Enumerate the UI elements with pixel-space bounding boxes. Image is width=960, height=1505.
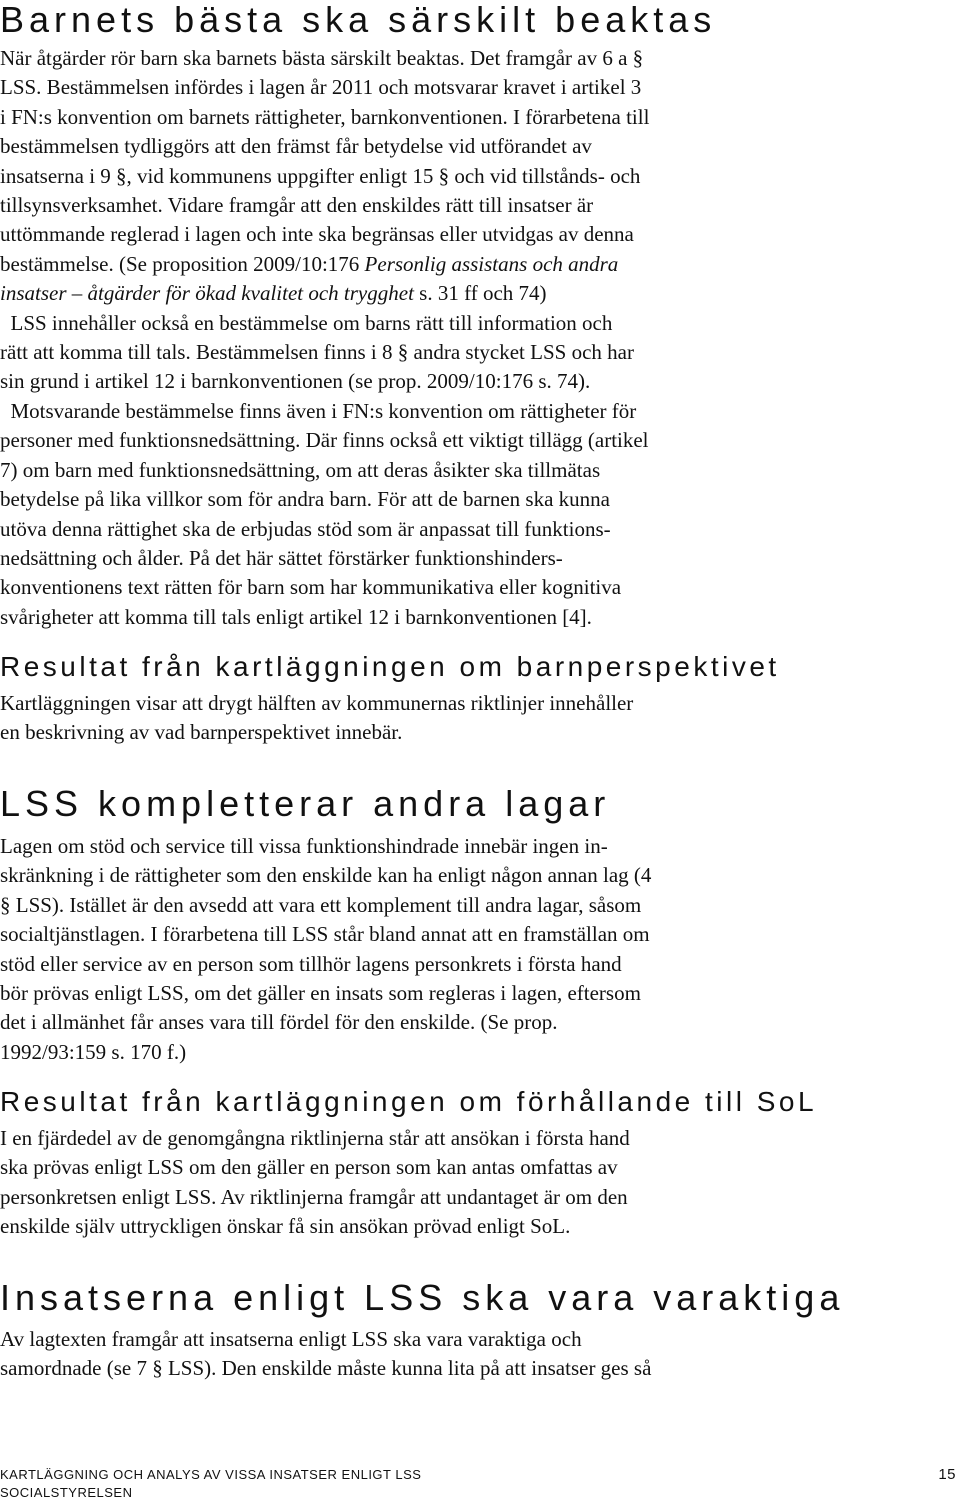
text-line: bestämmelsen tydliggörs att den främst får betydelse vid utförandet av	[0, 134, 592, 159]
section-heading-resultat-sol: Resultat från kartläggningen om förhållande till SoL	[0, 1086, 818, 1117]
text-line: skränkning i de rättigheter som den enskilde kan ha enligt någon annan lag (4	[0, 863, 652, 888]
text-line: sin grund i artikel 12 i barnkonventionen (se prop. 2009/10:176 s. 74).	[0, 369, 591, 394]
text-line: LSS. Bestämmelsen infördes i lagen år 2011 och motsvarar kravet i artikel 3	[0, 75, 642, 100]
text-segment: bestämmelse. (Se proposition 2009/10:176	[0, 251, 365, 276]
text-line: personkretsen enligt LSS. Av riktlinjerna framgår att undantaget är om den	[0, 1184, 628, 1209]
text-line: bör prövas enligt LSS, om det gäller en insats som regleras i lagen, eftersom	[0, 981, 641, 1006]
text-line: nedsättning och ålder. På det här sättet förstärker funktionshinders-	[0, 545, 563, 570]
text-line-mixed	[0, 250, 775, 279]
text-line: 1992/93:159 s. 170 f.)	[0, 1039, 187, 1064]
text-line: ska prövas enligt LSS om den gäller en person som kan antas omfattas av	[0, 1155, 618, 1180]
page-footer	[0, 1466, 960, 1502]
section-heading-resultat-barnperspektivet: Resultat från kartläggningen om barnperspektivet	[0, 651, 780, 682]
text-line: Motsvarande bestämmelse finns även i FN:s konvention om rättigheter för	[0, 398, 637, 423]
footer-publisher: SOCIALSTYRELSEN	[0, 1485, 133, 1500]
section-heading-lss-kompletterar: LSS kompletterar andra lagar	[0, 783, 611, 824]
text-line: betydelse på lika villkor som för andra barn. För att de barnen ska kunna	[0, 487, 610, 512]
text-line: enskilde själv uttryckligen önskar få sin ansökan prövad enligt SoL.	[0, 1214, 571, 1239]
text-line: i FN:s konvention om barnets rättigheter, barnkonventionen. I förarbetena till	[0, 104, 650, 129]
italic-title: Personlig assistans och andra	[364, 251, 619, 276]
text-line: rätt att komma till tals. Bestämmelsen finns i 8 § andra stycket LSS och har	[0, 340, 634, 365]
section-heading-barnets-basta: Barnets bästa ska särskilt beaktas	[0, 0, 717, 40]
text-line: tillsynsverksamhet. Vidare framgår att den enskildes rätt till insatser är	[0, 193, 594, 218]
footer-report-title: KARTLÄGGNING OCH ANALYS AV VISSA INSATSER ENLIGT LSS	[0, 1467, 422, 1482]
text-line: det i allmänhet får anses vara till fördel för den enskilde. (Se prop.	[0, 1010, 558, 1035]
text-line-mixed	[0, 279, 775, 308]
text-line: LSS innehåller också en bestämmelse om barns rätt till information och	[0, 310, 613, 335]
text-line: stöd eller service av en person som tillhör lagens personkrets i första hand	[0, 951, 622, 976]
paragraph-insatserna-varaktiga	[0, 1325, 775, 1384]
text-line: uttömmande reglerad i lagen och inte ska begränsas eller utvidgas av denna	[0, 222, 634, 247]
text-line: utöva denna rättighet ska de erbjudas stöd som är anpassat till funktions-	[0, 516, 611, 541]
text-line: 7) om barn med funktionsnedsättning, om att deras åsikter ska tillmätas	[0, 457, 601, 482]
text-line: personer med funktionsnedsättning. Där finns också ett viktigt tillägg (artikel	[0, 428, 649, 453]
text-line: svårigheter att komma till tals enligt artikel 12 i barnkonventionen [4].	[0, 604, 592, 629]
page-number: 15	[938, 1466, 956, 1483]
section-heading-insatserna-varaktiga: Insatserna enligt LSS ska vara varaktiga	[0, 1277, 845, 1318]
text-line: Kartläggningen visar att drygt hälften av kommunernas riktlinjer innehåller	[0, 691, 634, 715]
paragraph-resultat-sol	[0, 1124, 775, 1242]
text-line: Lagen om stöd och service till vissa funktionshindrade innebär ingen in-	[0, 834, 608, 858]
text-segment: s. 31 ff och 74)	[413, 281, 547, 306]
text-line: Av lagtexten framgår att insatserna enligt LSS ska vara varaktiga och	[0, 1327, 582, 1351]
text-line: en beskrivning av vad barnperspektivet innebär.	[0, 720, 403, 745]
text-line: När åtgärder rör barn ska barnets bästa särskilt beaktas. Det framgår av 6 a §	[0, 46, 644, 70]
text-line: socialtjänstlagen. I förarbetena till LSS står bland annat att en framställan om	[0, 922, 650, 947]
text-line: samordnade (se 7 § LSS). Den enskilde måste kunna lita på att insatser ges så	[0, 1356, 652, 1381]
paragraph-lss-kompletterar	[0, 832, 775, 1067]
text-line: I en fjärdedel av de genomgångna riktlinjerna står att ansökan i första hand	[0, 1126, 630, 1150]
text-line: insatserna i 9 §, vid kommunens uppgifter enligt 15 § och vid tillstånds- och	[0, 163, 641, 188]
paragraph-barnets-basta-1	[0, 44, 775, 632]
italic-title-cont: insatser – åtgärder för ökad kvalitet och trygghet	[0, 281, 414, 306]
paragraph-resultat-barnperspektivet	[0, 689, 775, 748]
text-line: konventionens text rätten för barn som har kommunikativa eller kognitiva	[0, 575, 622, 600]
text-line: § LSS). Istället är den avsedd att vara ett komplement till andra lagar, såsom	[0, 892, 642, 917]
